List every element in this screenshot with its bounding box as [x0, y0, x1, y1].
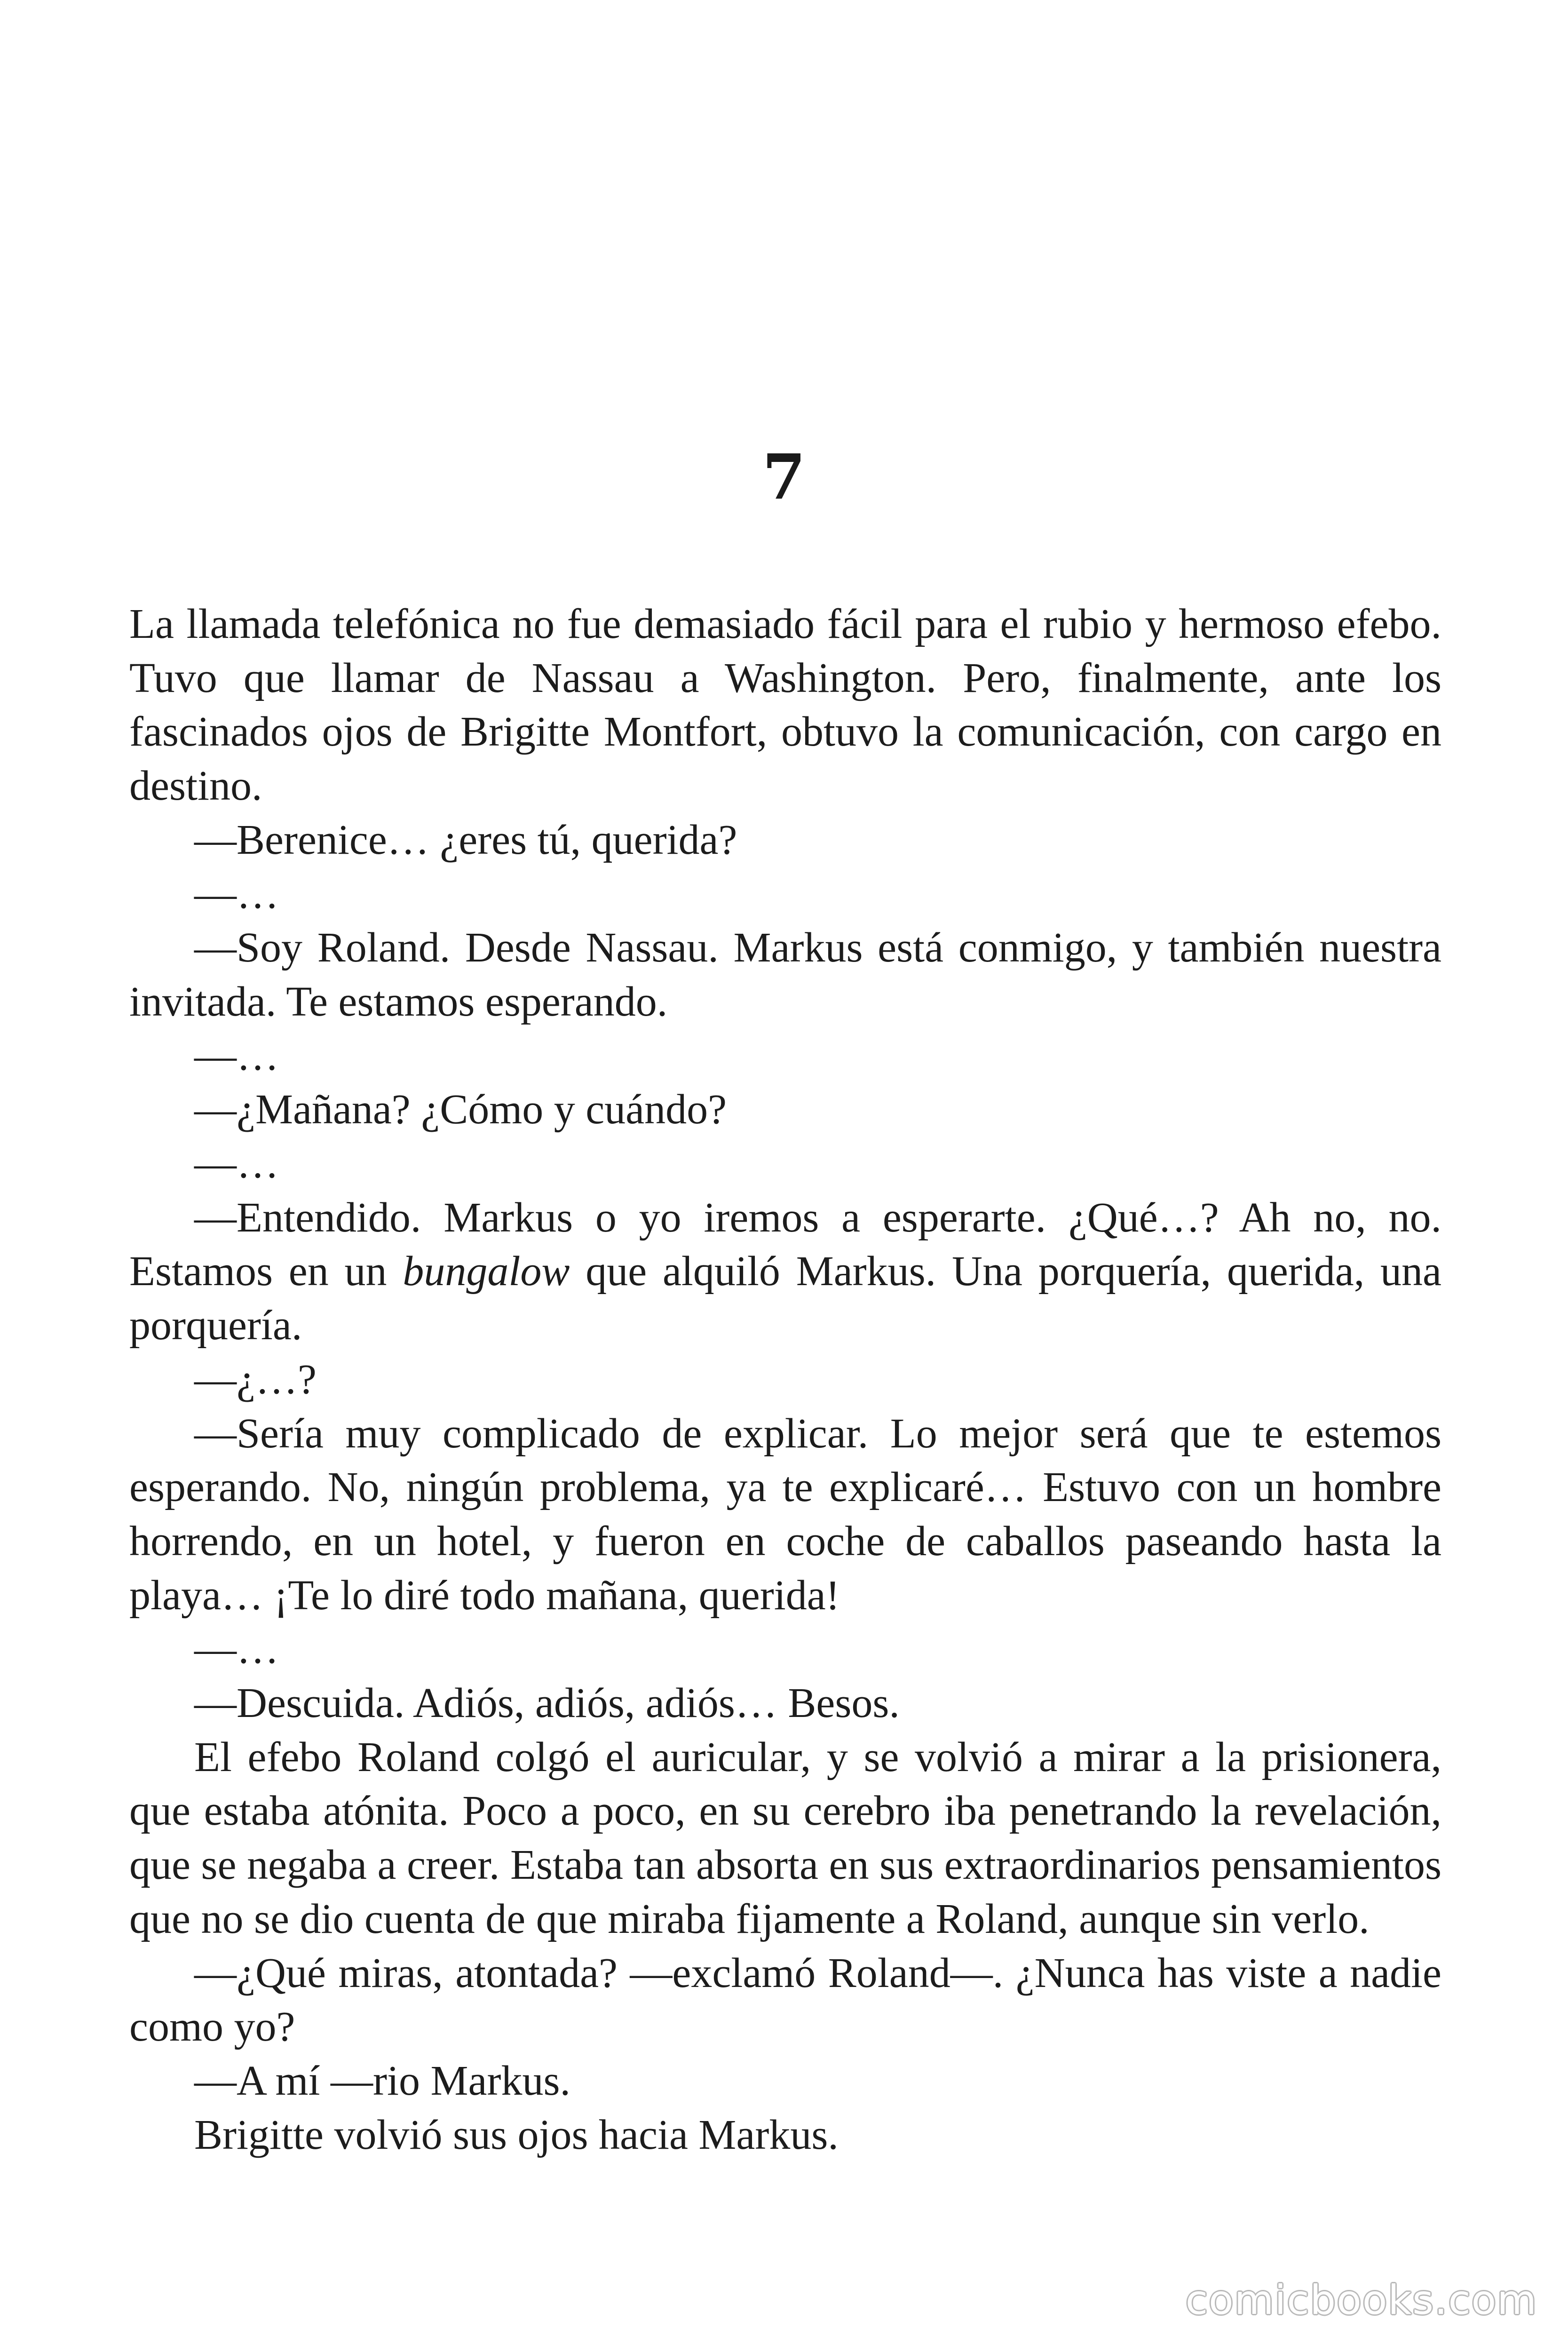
- chapter-text: [129, 597, 1441, 2162]
- paragraph: Brigitte volvió sus ojos hacia Markus.: [194, 2111, 839, 2158]
- dialogue-line: —¿Mañana? ¿Cómo y cuándo?: [194, 1086, 727, 1133]
- dialogue-line: —Descuida. Adiós, adiós, adiós… Besos.: [194, 1680, 900, 1727]
- paragraph: El efebo Roland colgó el auricular, y se volvió a mirar a la prisionera, que estaba atónita. Poco a poco, en su cerebro iba penetrando la revelación, que se negaba a creer. Estaba tan absorta en sus extraordinarios pensamientos que no se dio cuenta de que miraba fijamente a Roland, aunque sin verlo.: [129, 1733, 1441, 1942]
- dialogue-line: —…: [194, 1140, 279, 1187]
- dialogue-line: —…: [194, 1626, 279, 1673]
- chapter-number: 7: [762, 441, 806, 514]
- dialogue-text: —Entendido. Markus o yo iremos a esperarte. ¿Qué…? Ah no, no. Estamos en un: [129, 1194, 1441, 1295]
- dialogue-line: —…: [194, 1032, 279, 1079]
- dialogue-line: [129, 1191, 1441, 1353]
- dialogue-text: que alquiló Markus. Una porquería, querida, una porquería.: [129, 1248, 1441, 1349]
- dialogue-line: —¿…?: [194, 1356, 317, 1403]
- dialogue-line: —Berenice… ¿eres tú, querida?: [194, 816, 737, 863]
- dialogue-line: —Soy Roland. Desde Nassau. Markus está conmigo, y también nuestra invitada. Te estamos esperando.: [129, 924, 1441, 1025]
- dialogue-line: —…: [194, 870, 279, 917]
- dialogue-line: —Sería muy complicado de explicar. Lo mejor será que te estemos esperando. No, ningún problema, ya te explicaré… Estuvo con un hombre horrendo, en un hotel, y fueron en coche de caballos paseando hasta la playa… ¡Te lo diré todo mañana, querida!: [129, 1410, 1441, 1619]
- italic-word: bungalow: [403, 1248, 570, 1295]
- dialogue-line: —A mí —rio Markus.: [194, 2057, 570, 2104]
- dialogue-line: —¿Qué miras, atontada? —exclamó Roland—. ¿Nunca has viste a nadie como yo?: [129, 1949, 1441, 2050]
- watermark: comicbooks.com: [1185, 2277, 1537, 2324]
- paragraph: La llamada telefónica no fue demasiado fácil para el rubio y hermoso efebo. Tuvo que llamar de Nassau a Washington. Pero, finalmente, ante los fascinados ojos de Brigitte Montfort, obtuvo la comunicación, con cargo en destino.: [129, 601, 1441, 810]
